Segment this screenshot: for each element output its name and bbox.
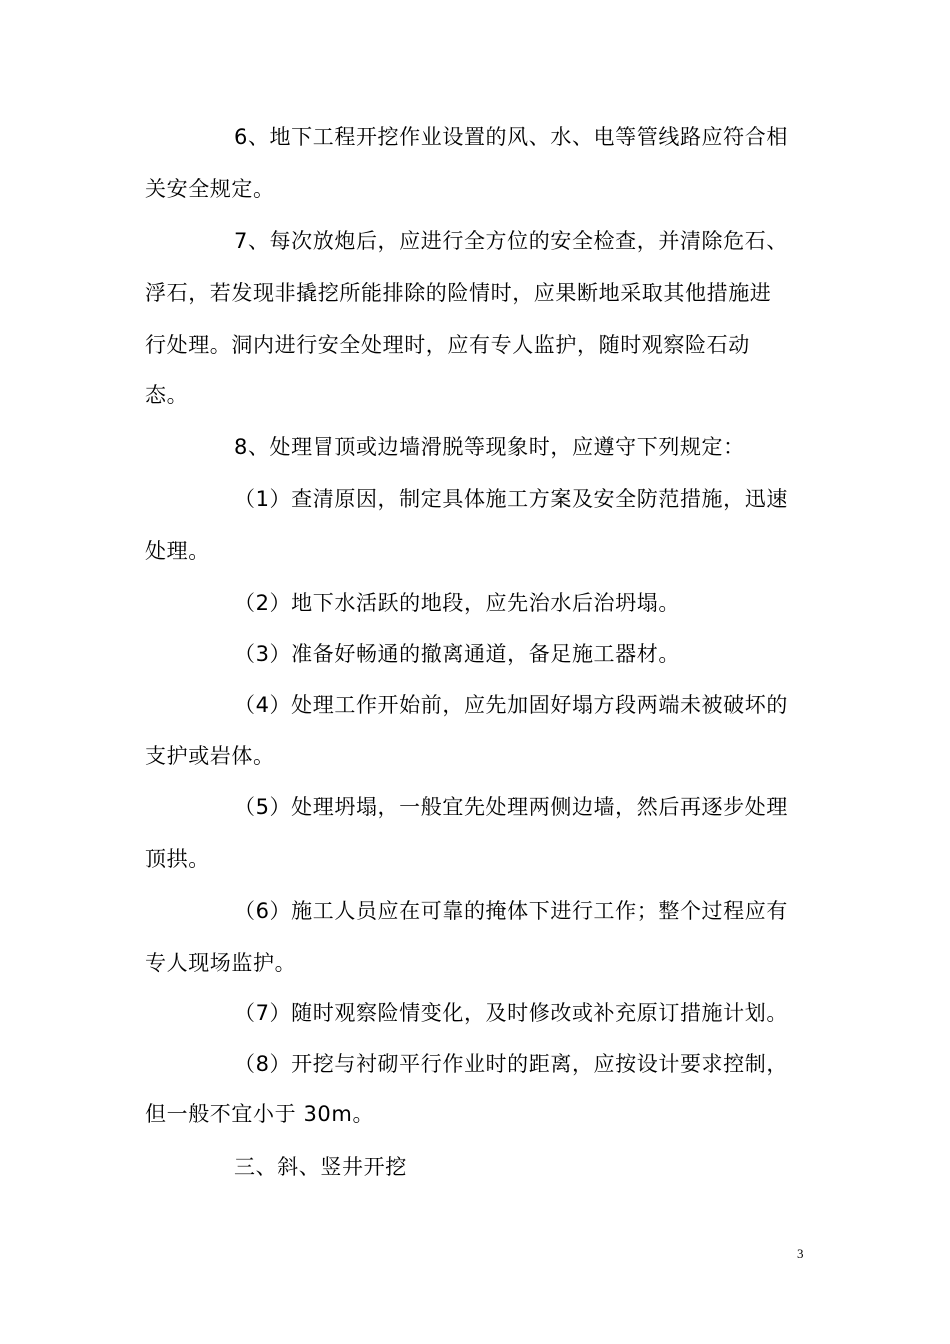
paragraph-line: （3）准备好畅通的撤离通道，备足施工器材。 <box>234 642 680 666</box>
paragraph-line: 专人现场监护。 <box>145 951 297 975</box>
page-number: 3 <box>797 1246 804 1261</box>
paragraph-line: 8、处理冒顶或边墙滑脱等现象时，应遵守下列规定： <box>234 435 745 459</box>
paragraph-line: （1）查清原因，制定具体施工方案及安全防范措施，迅速 <box>234 487 788 511</box>
paragraph-line: （2）地下水活跃的地段，应先治水后治坍塌。 <box>234 591 680 615</box>
paragraph-line: （6）施工人员应在可靠的掩体下进行工作；整个过程应有 <box>234 899 788 923</box>
section-heading: 三、斜、竖井开挖 <box>234 1155 407 1179</box>
paragraph-line: （7）随时观察险情变化，及时修改或补充原订措施计划。 <box>234 1001 788 1025</box>
paragraph-line: 支护或岩体。 <box>145 744 275 768</box>
paragraph-line: （5）处理坍塌，一般宜先处理两侧边墙，然后再逐步处理 <box>234 795 788 819</box>
paragraph-line: 关安全规定。 <box>145 177 275 201</box>
paragraph-line: 态。 <box>145 383 189 407</box>
paragraph-line: 7、每次放炮后，应进行全方位的安全检查，并清除危石、 <box>234 229 788 253</box>
paragraph-line: 行处理。洞内进行安全处理时，应有专人监护，随时观察险石动 <box>145 333 750 357</box>
paragraph-line: 但一般不宜小于 30m。 <box>145 1102 375 1126</box>
paragraph-line: 浮石，若发现非撬挖所能排除的险情时，应果断地采取其他措施进 <box>145 281 772 305</box>
paragraph-line: 处理。 <box>145 539 210 563</box>
paragraph-line: （4）处理工作开始前，应先加固好塌方段两端未被破坏的 <box>234 693 788 717</box>
paragraph-line: 6、地下工程开挖作业设置的风、水、电等管线路应符合相 <box>234 125 788 149</box>
paragraph-line: 顶拱。 <box>145 847 210 871</box>
paragraph-line: （8）开挖与衬砌平行作业时的距离，应按设计要求控制， <box>234 1052 788 1076</box>
